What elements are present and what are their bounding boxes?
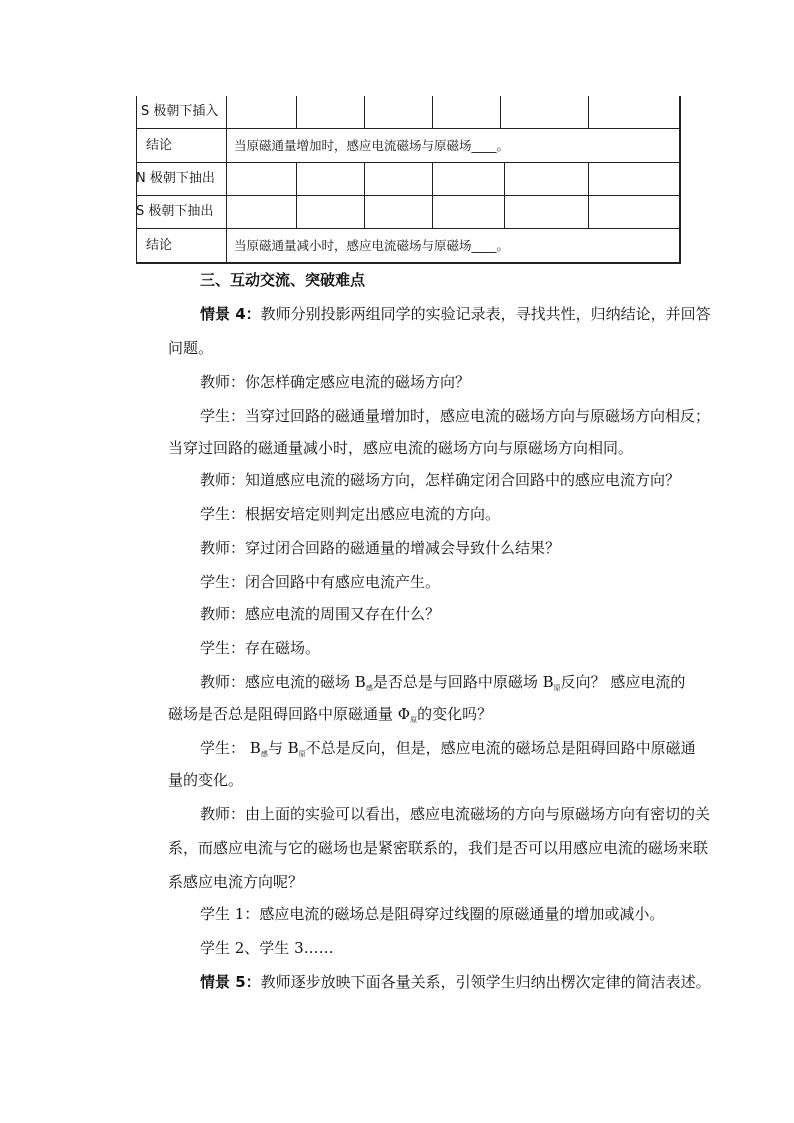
dialogue-line [200,406,710,426]
dialogue-continuation: 当穿过回路的磁通量减小时，感应电流的磁场方向与原磁场方向相同。 [168,439,634,457]
dialogue-text: 知道感应电流的磁场方向，怎样确定闭合回路中的感应电流方向？ [245,471,681,489]
dialogue-line [200,470,680,490]
subscript: 感 [260,750,268,758]
experiment-record-table [136,96,681,264]
dialogue-line [200,638,320,658]
dialogue-text: 穿过闭合回路的磁通量的增减会导致什么结果？ [245,539,561,557]
scene5-label: 情景 5： [200,973,261,991]
conclusion-decrease: 当原磁通量减小时，感应电流磁场与原磁场____。 [234,238,510,253]
student-answer-continuation: 量的变化。 [168,771,244,789]
student1-answer [200,904,664,924]
speaker-student: 学生 1： [200,905,260,923]
speaker-teacher: 教师： [200,471,246,489]
dialogue-text: 存在磁场。 [245,639,321,657]
text-segment: 感应电流的磁场总是阻碍穿过线圈的原磁通量的增加或减小。 [259,905,665,923]
dialogue-line [200,572,440,592]
text-segment: 与 B [267,739,299,757]
dialogue-text: 根据安培定则判定出感应电流的方向。 [245,505,501,523]
conclusion-increase: 当原磁通量增加时，感应电流磁场与原磁场____。 [234,138,510,153]
subscript: 原 [410,716,418,724]
scene4-text: 教师分别投影两组同学的实验记录表，寻找共性，归纳结论，并回答 [260,305,711,323]
scene4-label: 情景 4： [200,305,261,323]
dialogue-line [200,538,560,558]
dialogue-text: 闭合回路中有感应电流产生。 [245,573,441,591]
text-segment: 的变化吗？ [417,705,493,723]
text-segment: 由上面的实验可以看出，感应电流磁场的方向与原磁场方向有密切的关 [245,805,711,823]
speaker-student: 学生： [200,573,246,591]
student-answer-b-field [200,738,696,764]
row-label-n-pull: N 极朝下抽出 [136,171,215,186]
speaker-student: 学生： [200,505,246,523]
dialogue-line [200,604,440,624]
text-segment: B [245,739,261,757]
text-segment: 反向？ 感应电流的 [560,673,686,691]
teacher-question-continuation [168,704,492,730]
text-segment: 磁场是否总是阻碍回路中原磁通量 Φ [168,705,411,723]
dialogue-text: 感应电流的周围又存在什么？ [245,605,441,623]
row-label-s-insert: S 极朝下插入 [141,104,219,119]
speaker-teacher: 教师： [200,673,246,691]
text-segment: 感应电流的磁场 B [245,673,366,691]
subscript: 原 [553,684,561,692]
speaker-student: 学生： [200,407,246,425]
text-segment: 不总是反向，但是，感应电流的磁场总是阻碍回路中原磁通 [305,739,696,757]
dialogue-text: 当穿过回路的磁通量增加时，感应电流的磁场方向与原磁场方向相反； [245,407,711,425]
speaker-teacher: 教师： [200,605,246,623]
subscript: 原 [298,750,306,758]
dialogue-line [200,504,500,524]
row-label-conclusion: 结论 [146,238,173,253]
row-label-conclusion: 结论 [146,138,173,153]
speaker-student: 学生： [200,639,246,657]
row-label-s-pull: S 极朝下抽出 [136,204,214,219]
teacher-summary [200,804,710,824]
subscript: 感 [365,684,373,692]
speaker-student: 学生： [200,739,246,757]
speaker-teacher: 教师： [200,539,246,557]
speaker-teacher: 教师： [200,805,246,823]
section-title: 三、互动交流、突破难点 [200,271,366,289]
scene4-paragraph [200,304,711,324]
speaker-teacher: 教师： [200,373,246,391]
dialogue-text: 你怎样确定感应电流的磁场方向？ [245,373,471,391]
dialogue-line [200,372,470,392]
more-students: 学生 2、学生 3…… [200,939,334,957]
text-segment: 是否总是与回路中原磁场 B [372,673,554,691]
scene5-text: 教师逐步放映下面各量关系，引领学生归纳出楞次定律的简洁表述。 [260,973,711,991]
scene5-paragraph [200,972,711,992]
scene4-continuation: 问题。 [168,339,214,357]
teacher-summary-continuation: 系感应电流方向呢？ [168,873,304,891]
teacher-question-b-field [200,672,685,698]
teacher-summary-continuation: 系，而感应电流与它的磁场也是紧密联系的，我们是否可以用感应电流的磁场来联 [168,839,709,857]
